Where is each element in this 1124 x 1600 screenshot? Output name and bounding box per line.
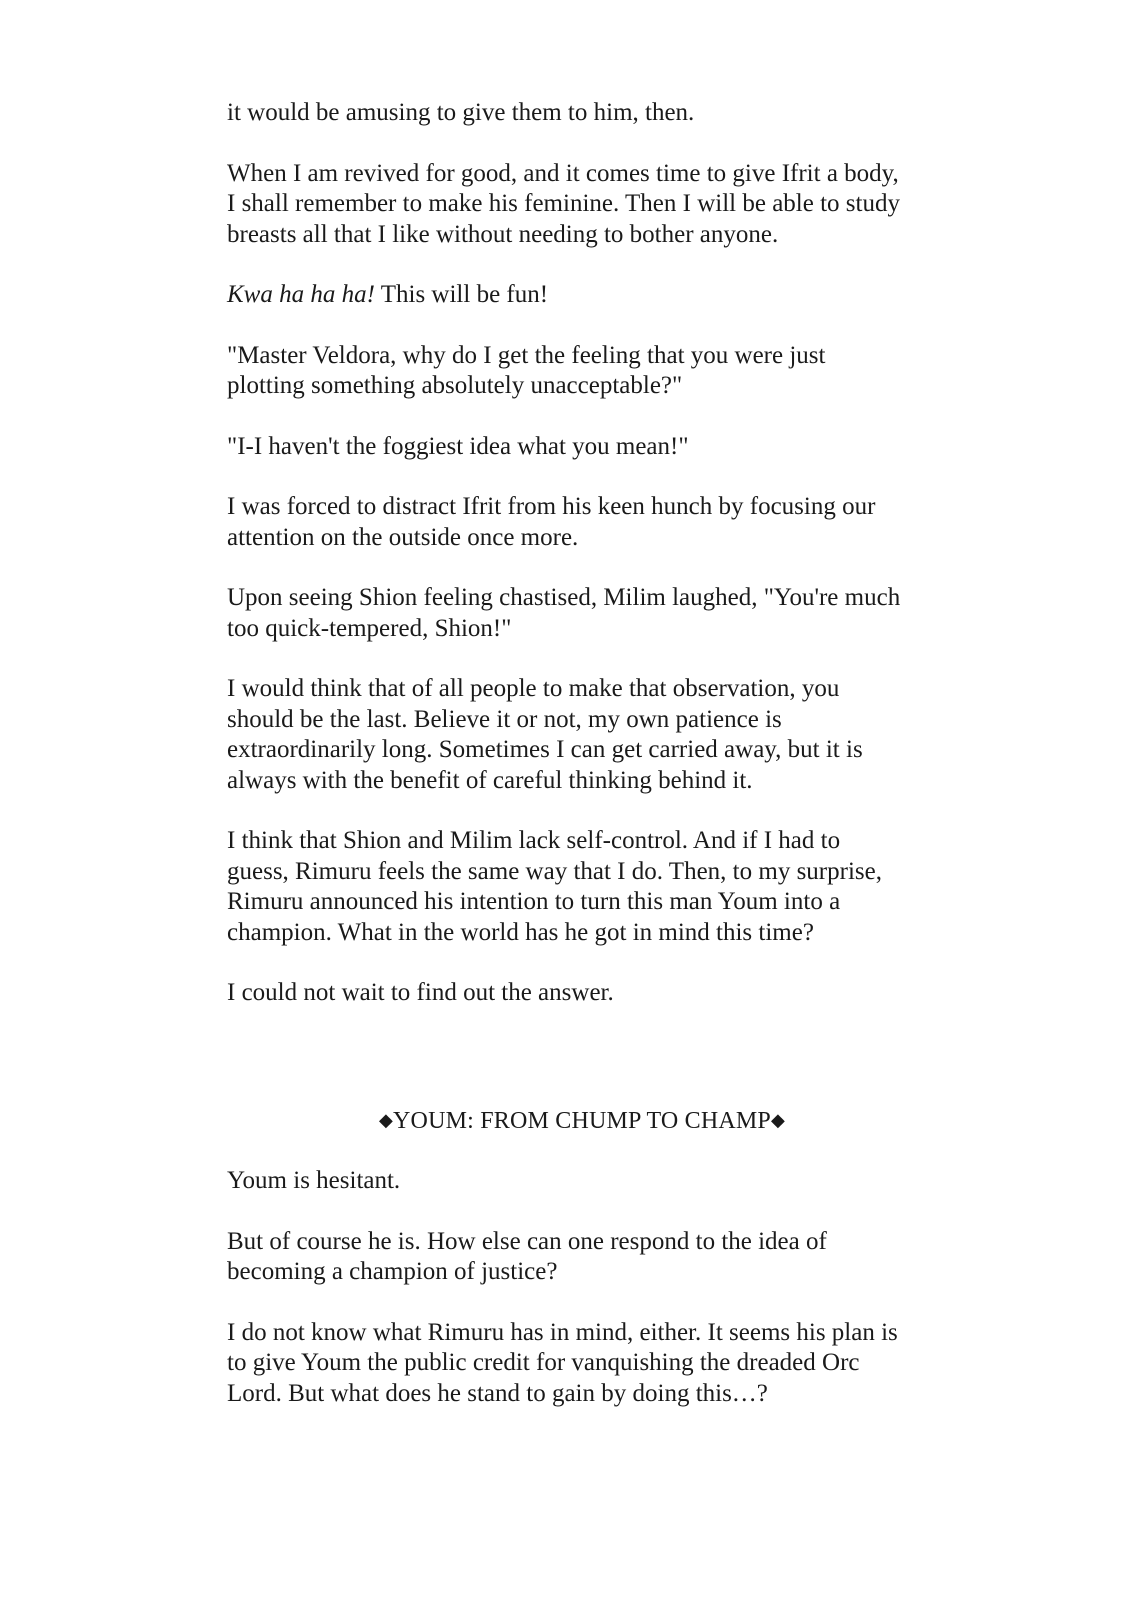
paragraph: "I-I haven't the foggiest idea what you mean!": [227, 432, 689, 460]
paragraph: Upon seeing Shion feeling chastised, Milim laughed, "You're much too quick-tempered, Shion!": [227, 584, 901, 642]
paragraph: I would think that of all people to make that observation, you should be the last. Believe it or not, my own patience is extraordinarily long. Sometimes I can get carried away, but it is always with the benefit of careful thinking behind it.: [227, 675, 863, 794]
paragraph: I think that Shion and Milim lack self-control. And if I had to guess, Rimuru feels the same way that I do. Then, to my surprise, Rimuru announced his intention to turn this man Youm into a champion. What in the world has he got in mind this time?: [227, 827, 882, 946]
diamond-icon: ◆: [378, 1109, 393, 1130]
paragraph-text: This will be fun!: [374, 281, 549, 308]
diamond-icon: ◆: [770, 1109, 786, 1130]
paragraph: "Master Veldora, why do I get the feeling that you were just plotting something absolutely unacceptable?": [227, 341, 826, 399]
section-title: YOUM: FROM CHUMP TO CHAMP: [393, 1107, 771, 1134]
paragraph-italic: Kwa ha ha ha!: [227, 281, 375, 308]
paragraph: Youm is hesitant.: [227, 1167, 401, 1194]
paragraph: I was forced to distract Ifrit from his keen hunch by focusing our attention on the outside once more.: [227, 493, 876, 551]
paragraph: But of course he is. How else can one respond to the idea of becoming a champion of justice?: [227, 1227, 827, 1285]
paragraph: it would be amusing to give them to him, then.: [227, 99, 695, 126]
paragraph: I do not know what Rimuru has in mind, either. It seems his plan is to give Youm the public credit for vanquishing the dreaded Orc Lord. But what does he stand to gain by doing this…?: [227, 1318, 898, 1407]
section-spacer: [227, 1039, 907, 1105]
paragraph: When I am revived for good, and it comes time to give Ifrit a body, I shall remember to make his feminine. Then I will be able to study breasts all that I like without needing to bother anyone.: [227, 159, 900, 248]
paragraph: [227, 280, 907, 311]
page-body: [227, 98, 907, 1439]
section-heading: [227, 1105, 907, 1137]
paragraph: I could not wait to find out the answer.: [227, 979, 614, 1006]
